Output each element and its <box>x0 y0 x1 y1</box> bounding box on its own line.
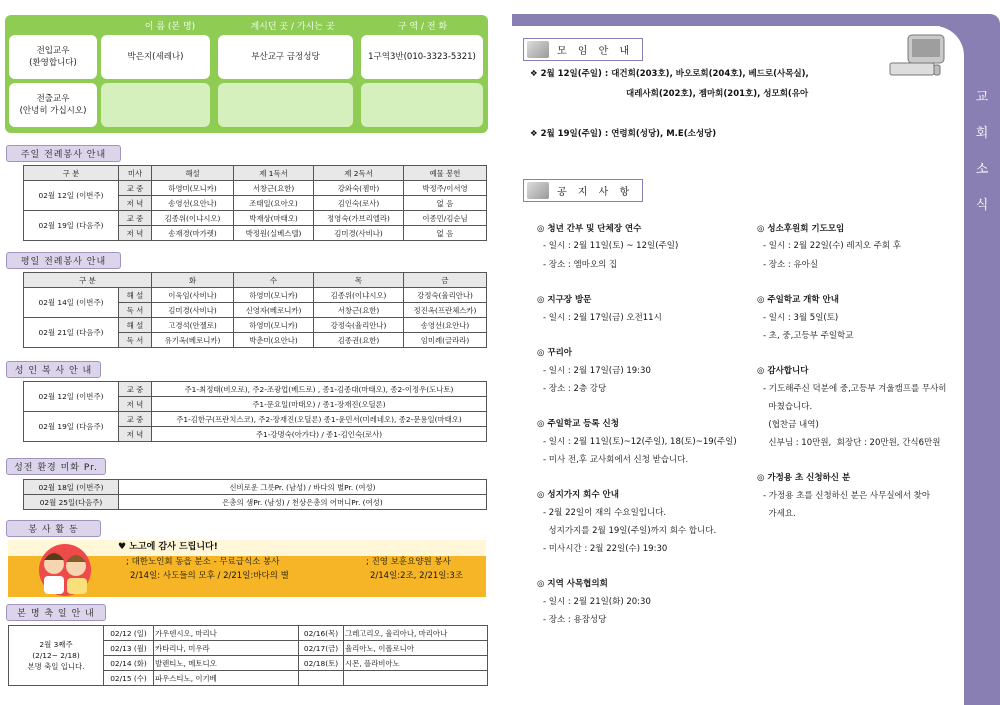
cell: 김종위(이냐시오) <box>314 288 404 303</box>
cell: 박정주/이서영 <box>404 181 487 196</box>
side-char: 소 <box>975 162 989 177</box>
notice-head: ◎ 주일학교 개학 안내 <box>757 295 839 305</box>
cell: 가우덴시오, 마리나 <box>154 626 299 641</box>
notice-head: ◎ 지구장 방문 <box>537 295 592 305</box>
side-char: 회 <box>975 126 989 141</box>
notice-line: 가세요. <box>763 509 796 519</box>
cell: 강와숙(젬마) <box>314 181 404 196</box>
feast-title: 본 명 축 일 안 내 <box>6 604 106 621</box>
notices-title: 공 지 사 항 <box>557 187 634 198</box>
cell: 발렌티노, 메토디오 <box>154 656 299 671</box>
meeting-line1a: ❖ 2월 12일(주일) : 대건회(203호), 바오로회(204호), 베드로(사목실), <box>530 69 809 79</box>
weekday-table <box>23 272 487 348</box>
transfer-box <box>5 15 488 133</box>
cell: 없 음 <box>404 196 487 211</box>
right-top-bar <box>512 14 1000 26</box>
mass-cell: 저 녁 <box>119 397 152 412</box>
header-place: 계시던 곳 / 가시는 곳 <box>250 22 335 32</box>
th: 금 <box>404 273 487 288</box>
cell: 박춘미(요안나) <box>234 333 314 348</box>
th: 화 <box>152 273 234 288</box>
mass-cell: 교 중 <box>119 412 152 427</box>
volunteer-illustration-icon <box>20 542 110 598</box>
date-cell: 02월 12일 (이번주) <box>24 382 119 412</box>
cell: 임미례(글라라) <box>404 333 487 348</box>
notice-head: ◎ 가정용 초 신청하신 분 <box>757 473 851 483</box>
env-title: 성전 환경 미화 Pr. <box>6 458 106 475</box>
mass-cell: 교 중 <box>119 382 152 397</box>
notice-line: 신부님 : 10만원, 회장단 : 20만원, 간식6만원 <box>763 438 941 448</box>
notices-header <box>523 179 643 202</box>
cell: 조태일(요아오) <box>234 196 314 211</box>
cell: 이종민/김순님 <box>404 211 487 226</box>
cell: 율리아노, 이폴로니아 <box>344 641 488 656</box>
cell: 02/13 (월) <box>104 641 154 656</box>
cell <box>299 671 344 686</box>
notice-line: - 장소 : 2층 강당 <box>543 384 607 394</box>
th: 제 2독서 <box>314 166 404 181</box>
mass-cell: 저 녁 <box>119 226 152 241</box>
mass-cell: 교 중 <box>119 211 152 226</box>
cell: 이욱임(사비나) <box>152 288 234 303</box>
mass-cell: 저 녁 <box>119 196 152 211</box>
notice-line: - 장소 : 용잠성당 <box>543 615 607 625</box>
cell: 02/14 (화) <box>104 656 154 671</box>
cell: 강정숙(율리안나) <box>314 318 404 333</box>
cell: 02/17(금) <box>299 641 344 656</box>
notice-head: ◎ 성소후원회 기도모임 <box>757 224 845 234</box>
date-cell: 02월 19일 (다음주) <box>24 412 119 442</box>
meeting-line1b: 대레사회(202호), 젬마회(201호), 성모회(유아 <box>626 89 809 99</box>
notice-line: - 일시 : 2월 22일(수) 레지오 주회 후 <box>763 241 902 251</box>
cell: 서창근(요한) <box>234 181 314 196</box>
meetings-header <box>523 38 643 61</box>
notice-line: - 일시 : 2월 11일(토)~12(주일), 18(토)~19(주일) <box>543 437 737 447</box>
cell: 박정원(실베스텔) <box>234 226 314 241</box>
header-name: 이 름 (본 명) <box>144 22 196 32</box>
th: 구 분 <box>24 273 152 288</box>
th: 해설 <box>152 166 234 181</box>
side-char: 식 <box>975 198 989 213</box>
meetings-title: 모 임 안 내 <box>557 46 634 57</box>
notice-line: - 일시 : 2월 11일(토) ~ 12일(주일) <box>543 241 679 251</box>
page-icon <box>527 182 549 199</box>
th: 예물 봉헌 <box>404 166 487 181</box>
notice-head: ◎ 꾸리아 <box>537 348 573 358</box>
incoming-place: 부산교구 금정성당 <box>218 35 353 79</box>
sunday-table <box>23 165 487 241</box>
cell: 서창근(요한) <box>314 303 404 318</box>
service-line2a: ; 진영 보훈요양원 봉사 <box>366 557 451 567</box>
kind-cell: 독 서 <box>119 303 152 318</box>
kind-cell: 해 설 <box>119 318 152 333</box>
kind-cell: 독 서 <box>119 333 152 348</box>
cell: 정영숙(가브리엘라) <box>314 211 404 226</box>
notice-line: - 장소 : 유아실 <box>763 260 819 270</box>
notice-line: - 일시 : 2월 17일(금) 오전11시 <box>543 313 662 323</box>
cell: 김미경(사비나) <box>152 303 234 318</box>
notice-line: - 장소 : 엠마오의 집 <box>543 260 618 270</box>
date-cell: 02월 19일 (다음주) <box>24 211 119 241</box>
cell: 주1-김한구(프란치스코), 주2-장재진(오딜론) 종1-윤민서(미레네오), 종2-문용일(마태오) <box>152 412 487 427</box>
cell: 하영미(모니카) <box>152 181 234 196</box>
incoming-name: 박은지(세레나) <box>101 35 210 79</box>
date-cell: 02월 14일 (이번주) <box>24 288 119 318</box>
notice-line: - 미사 전,후 교사회에서 신청 받습니다. <box>543 455 689 465</box>
cell: 강정숙(율리안나) <box>404 288 487 303</box>
feast-table <box>8 625 488 686</box>
corner-cut <box>930 26 964 705</box>
cell: 신영자(베로니카) <box>234 303 314 318</box>
th: 수 <box>234 273 314 288</box>
header-contact: 구 역 / 전 화 <box>397 22 448 32</box>
cell: 02/18(토) <box>299 656 344 671</box>
service-line1b: 2/14일: 사도들의 모후 / 2/21일:바다의 별 <box>130 571 289 581</box>
notice-line: - 2월 22일이 재의 수요일입니다. <box>543 508 667 518</box>
notice-head: ◎ 감사합니다 <box>757 366 809 376</box>
meeting-line2: ❖ 2월 19일(주일) : 연령회(성당), M.E(소성당) <box>530 129 717 139</box>
notice-head: ◎ 성지가지 회수 안내 <box>537 490 619 500</box>
outgoing-label: 전출교우 (안녕히 가십시오) <box>9 83 97 127</box>
env-table <box>23 479 487 510</box>
side-char: 교 <box>975 90 989 105</box>
service-line2b: 2/14일:2조, 2/21일:3조 <box>370 571 463 581</box>
notice-line: - 일시 : 2월 21일(화) 20:30 <box>543 597 651 607</box>
cell: 파우스티노, 이기베 <box>154 671 299 686</box>
weekday-title: 평일 전례봉사 안내 <box>6 252 121 269</box>
notice-head: ◎ 청년 간부 및 단체장 연수 <box>537 224 642 234</box>
cell: 02/16(목) <box>299 626 344 641</box>
notice-line: 성지가지를 2월 19일(주일)까지 회수 합니다. <box>543 526 717 536</box>
mass-cell: 교 중 <box>119 181 152 196</box>
cell: 하영미(모니카) <box>234 288 314 303</box>
outgoing-place <box>218 83 353 127</box>
th: 제 1독서 <box>234 166 314 181</box>
th: 목 <box>314 273 404 288</box>
notice-line: - 일시 : 2월 17일(금) 19:30 <box>543 366 651 376</box>
service-thanks: ♥ 노고에 감사 드립니다! <box>118 542 218 552</box>
cell: 02/12 (일) <box>104 626 154 641</box>
outgoing-name <box>101 83 210 127</box>
cell: 김미경(사비나) <box>314 226 404 241</box>
cell: 송재경(마가렛) <box>152 226 234 241</box>
cell: 주1-최정태(비오로), 주2-조광업(베드로) , 종1-김종대(마태오), 종2-이정우(도나토) <box>152 382 487 397</box>
cell: 고경석(안젤로) <box>152 318 234 333</box>
th: 구 분 <box>24 166 119 181</box>
feast-week: 2월 3째주 (2/12~ 2/18) 본명 축일 입니다. <box>9 626 104 686</box>
cell: 유기옥(베로니카) <box>152 333 234 348</box>
cell: 송영선(요안나) <box>404 318 487 333</box>
notice-line: - 초, 중,고등부 주일학교 <box>763 331 854 341</box>
service-box <box>8 540 486 597</box>
cell: 김종위(이냐시오) <box>152 211 234 226</box>
outgoing-contact <box>361 83 483 127</box>
cell: 카타리나, 미우라 <box>154 641 299 656</box>
cell: 그레고리오, 율리아나, 마리아나 <box>344 626 488 641</box>
page-icon <box>527 41 549 58</box>
notice-line: - 가정용 초를 신청하신 분은 사무실에서 찾아 <box>763 491 931 501</box>
cell: 주1-문요일(마태오) / 종1-장재진(오딜론) <box>152 397 487 412</box>
cell: 시몬, 플라비아노 <box>344 656 488 671</box>
cell: 02/15 (수) <box>104 671 154 686</box>
kind-cell: 해 설 <box>119 288 152 303</box>
notice-line: (협찬금 내역) <box>763 420 819 430</box>
cell: 하영미(모니카) <box>234 318 314 333</box>
date-cell: 02월 21일 (다음주) <box>24 318 119 348</box>
cell: 정진옥(프란체스카) <box>404 303 487 318</box>
cell: 없 음 <box>404 226 487 241</box>
saint-table <box>23 381 487 442</box>
service-line1a: ; 대한노인회 동읍 분소 - 무료급식소 봉사 <box>126 557 280 567</box>
cell: 신비로운 그릇Pr. (남성) / 바다의 별Pr. (여성) <box>119 480 487 495</box>
notice-line: - 일시 : 3월 5일(토) <box>763 313 839 323</box>
date-cell: 02월 18일 (이번주) <box>24 480 119 495</box>
notice-line: - 기도해주신 덕분에 중,고등부 겨울캠프를 무사히 <box>763 384 947 394</box>
incoming-contact: 1구역3반(010-3323-5321) <box>361 35 483 79</box>
date-cell: 02월 12일 (이번주) <box>24 181 119 211</box>
cell: 박재상(마태오) <box>234 211 314 226</box>
mass-cell: 저 녁 <box>119 427 152 442</box>
th: 미사 <box>119 166 152 181</box>
notice-head: ◎ 지역 사목협의회 <box>537 579 608 589</box>
cell: 은총의 샘Pr. (남성) / 천상은총의 어머니Pr. (여성) <box>119 495 487 510</box>
cell <box>344 671 488 686</box>
notice-line: - 미사시간 : 2월 22일(수) 19:30 <box>543 544 668 554</box>
cell: 송영선(요안나) <box>152 196 234 211</box>
cell: 김인숙(로사) <box>314 196 404 211</box>
saint-title: 성 인 복 사 안 내 <box>6 361 101 378</box>
sunday-title: 주일 전례봉사 안내 <box>6 145 121 162</box>
date-cell: 02월 25일(다음주) <box>24 495 119 510</box>
service-title: 봉 사 활 동 <box>6 520 101 537</box>
computer-icon <box>888 33 950 79</box>
cell: 김종권(요한) <box>314 333 404 348</box>
incoming-label: 전입교우 (환영합니다) <box>9 35 97 79</box>
cell: 주1-강명숙(아가다) / 종1-김인숙(로사) <box>152 427 487 442</box>
notice-head: ◎ 주일학교 등록 신청 <box>537 419 619 429</box>
notice-line: 마쳤습니다. <box>763 402 813 412</box>
